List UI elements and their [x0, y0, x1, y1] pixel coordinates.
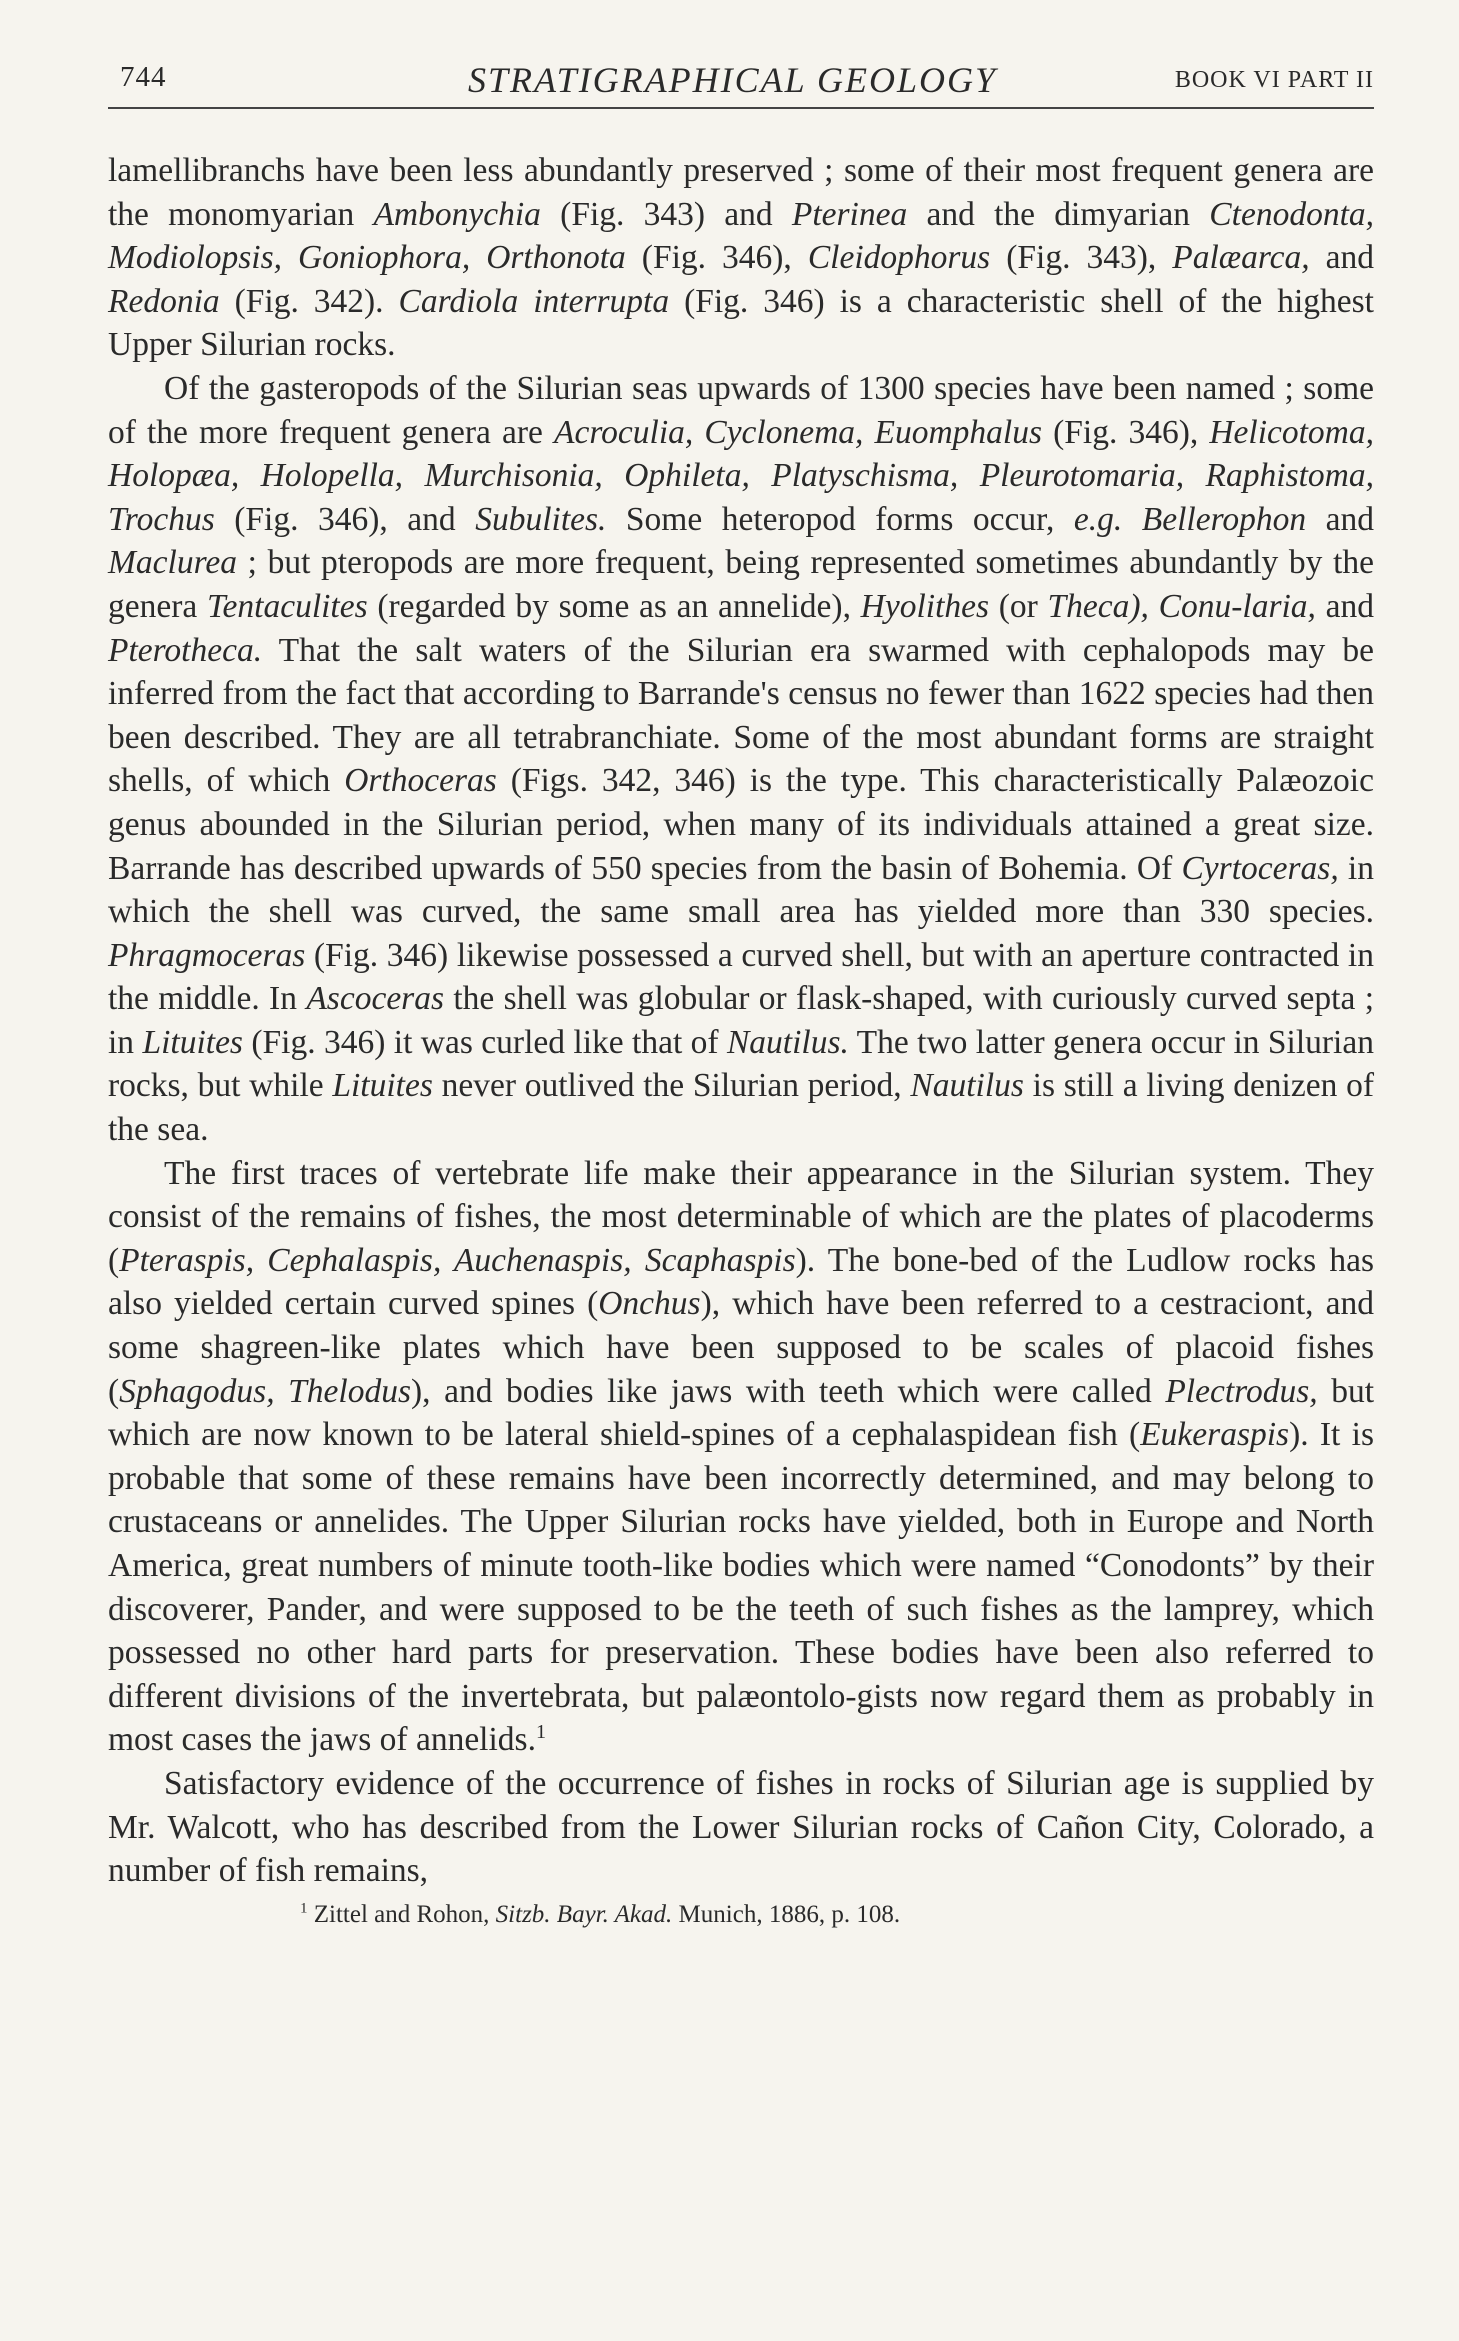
text-run: Some heteropod forms occur, — [606, 500, 1074, 538]
text-run: and — [1309, 239, 1375, 277]
text-run: (Figs. 342, 346) is the type. This characteristically Palæozoic genus abounded in the Silurian period, when many of its individuals attained a great size. Barrande has described upwards of 550 species from the basin of Bohemia. Of — [108, 762, 1374, 887]
text-run: but which are now known to be lateral shield-spines of a cephalaspidean fish ( — [108, 1372, 1375, 1454]
italic-term: Pterotheca. — [108, 631, 263, 669]
italic-term: Orthoceras — [344, 762, 497, 800]
text-run: The first traces of vertebrate life make their appearance in the Silurian system. They consist of the remains of fishes, the most determinable of which are the plates of placoderms ( — [108, 1154, 1374, 1279]
italic-term: Ctenodonta, Modiolopsis, Goniophora, Orthonota — [108, 195, 1374, 277]
text-run: The two latter genera occur in Silurian rocks, but while — [108, 1023, 1374, 1105]
footnote-number: 1 — [300, 1900, 308, 1917]
book-part: BOOK VI PART II — [1174, 67, 1374, 93]
text-run: lamellibranchs have been less abundantly preserved ; some of their most frequent genera are the monomyarian — [108, 152, 1374, 233]
italic-term: Phragmoceras — [108, 936, 306, 974]
text-run: and — [1306, 500, 1374, 538]
paragraph — [108, 367, 1374, 1152]
text-run: (or — [989, 587, 1048, 625]
text-run: ), and bodies like jaws with teeth which were called — [411, 1372, 1166, 1410]
text-run: ; but pteropods are more frequent, being represented sometimes abundantly by the genera — [108, 544, 1374, 625]
text-run: (Fig. 346) is a characteristic shell of the highest Upper Silurian rocks. — [108, 282, 1374, 364]
text-run: (Fig. 346), — [625, 239, 808, 277]
italic-term: Lituites — [142, 1023, 243, 1061]
running-head — [108, 55, 1374, 109]
text-run: and the dimyarian — [907, 195, 1210, 233]
footnote-marker: 1 — [535, 1721, 547, 1744]
text-run: (regarded by some as an annelide), — [367, 587, 861, 625]
text-run: ). The bone-bed of the Ludlow rocks has also yielded certain curved spines ( — [108, 1241, 1374, 1323]
text-run: Munich, 1886, p. 108. — [672, 1900, 901, 1928]
italic-term: Maclurea — [108, 544, 237, 582]
italic-term: Helicotoma, Holopæa, Holopella, Murchisonia, Ophileta, Platyschisma, Pleurotomaria, Raphistoma, Trochus — [108, 413, 1374, 538]
italic-term: Pteraspis, Cephalaspis, Auchenaspis, Scaphaspis — [119, 1241, 796, 1279]
text-run: ), which have been referred to a cestraciont, and some shagreen-like plates which have been supposed to be scales of placoid fishes ( — [108, 1285, 1374, 1410]
paragraph — [108, 1762, 1374, 1893]
text-run: in which the shell was curved, the same small area has yielded more than 330 species. — [108, 849, 1374, 931]
italic-term: e.g. Bellerophon — [1073, 500, 1307, 538]
text-run: Zittel and Rohon, — [307, 1900, 496, 1928]
text-run: That the salt waters of the Silurian era swarmed with cephalopods may be inferred from the fact that according to Barrande's census no fewer than 1622 species had then been described. They are all tetrabranchiate. Some of the most abundant forms are straight shells, of which — [108, 631, 1374, 800]
paragraph — [108, 1152, 1374, 1762]
page-number: 744 — [120, 61, 167, 93]
italic-term: Plectrodus, — [1165, 1372, 1318, 1410]
text-run: (Fig. 346), and — [214, 500, 476, 538]
italic-term: Palæarca, — [1172, 239, 1310, 277]
text-run: the shell was globular or flask-shaped, with curiously curved septa ; in — [108, 980, 1374, 1061]
italic-term: Sitzb. Bayr. Akad. — [495, 1900, 673, 1928]
italic-term: Cleidophorus — [807, 239, 991, 277]
text-run: Of the gasteropods of the Silurian seas upwards of 1300 species have been named ; some of the more frequent genera are — [108, 369, 1374, 451]
paragraph — [108, 149, 1374, 367]
italic-term: Sphagodus, Thelodus — [119, 1372, 411, 1410]
italic-term: Cyrtoceras, — [1181, 849, 1339, 887]
italic-term: Redonia — [108, 282, 220, 320]
italic-term: Eukeraspis — [1140, 1416, 1290, 1454]
text-run: (Fig. 346), — [1042, 413, 1210, 451]
italic-term: Hyolithes — [860, 587, 990, 625]
footnote — [108, 1899, 1374, 1931]
text-run: (Fig. 343), — [990, 239, 1173, 277]
italic-term: Nautilus. — [726, 1023, 849, 1061]
italic-term: Subulites. — [475, 500, 607, 538]
text-run: (Fig. 346) it was curled like that of — [242, 1023, 727, 1061]
italic-term: Pterinea — [791, 195, 908, 233]
italic-term: Tentaculites — [206, 587, 368, 625]
italic-term: Lituites — [332, 1067, 433, 1105]
italic-term: Theca), Conu-laria, — [1047, 587, 1316, 625]
text-run: (Fig. 343) and — [540, 195, 792, 233]
italic-term: Acroculia, Cyclonema, Euomphalus — [554, 413, 1043, 451]
text-run: (Fig. 342). — [219, 282, 399, 320]
text-run: is still a living denizen of the sea. — [108, 1067, 1374, 1149]
italic-term: Cardiola interrupta — [398, 282, 670, 320]
text-run: and — [1315, 587, 1374, 625]
text-run: (Fig. 346) likewise possessed a curved shell, but with an aperture contracted in the middle. In — [108, 936, 1374, 1018]
italic-term: Ascoceras — [306, 980, 445, 1018]
italic-term: Ambonychia — [373, 195, 541, 233]
body-text — [108, 149, 1374, 1893]
text-run: Satisfactory evidence of the occurrence of fishes in rocks of Silurian age is supplied by Mr. Walcott, who has described from the Lower Silurian rocks of Cañon City, Colorado, a number of fish remains, — [108, 1764, 1374, 1890]
text-run: ). It is probable that some of these remains have been incorrectly determined, and may belong to crustaceans or annelides. The Upper Silurian rocks have yielded, both in Europe and North America, great numbers of minute tooth-like bodies which were named “Conodonts” by their discoverer, Pander, and were supposed to be the teeth of such fishes as the lamprey, which possessed no other hard parts for preservation. These bodies have been also referred to different divisions of the invertebrata, but palæontolo-gists now regard them as probably in most cases the jaws of annelids. — [108, 1416, 1374, 1759]
book-page — [108, 55, 1374, 1931]
italic-term: Nautilus — [910, 1067, 1024, 1105]
text-run: never outlived the Silurian period, — [432, 1067, 911, 1105]
book-title: STRATIGRAPHICAL GEOLOGY — [468, 60, 998, 100]
italic-term: Onchus — [598, 1285, 701, 1323]
